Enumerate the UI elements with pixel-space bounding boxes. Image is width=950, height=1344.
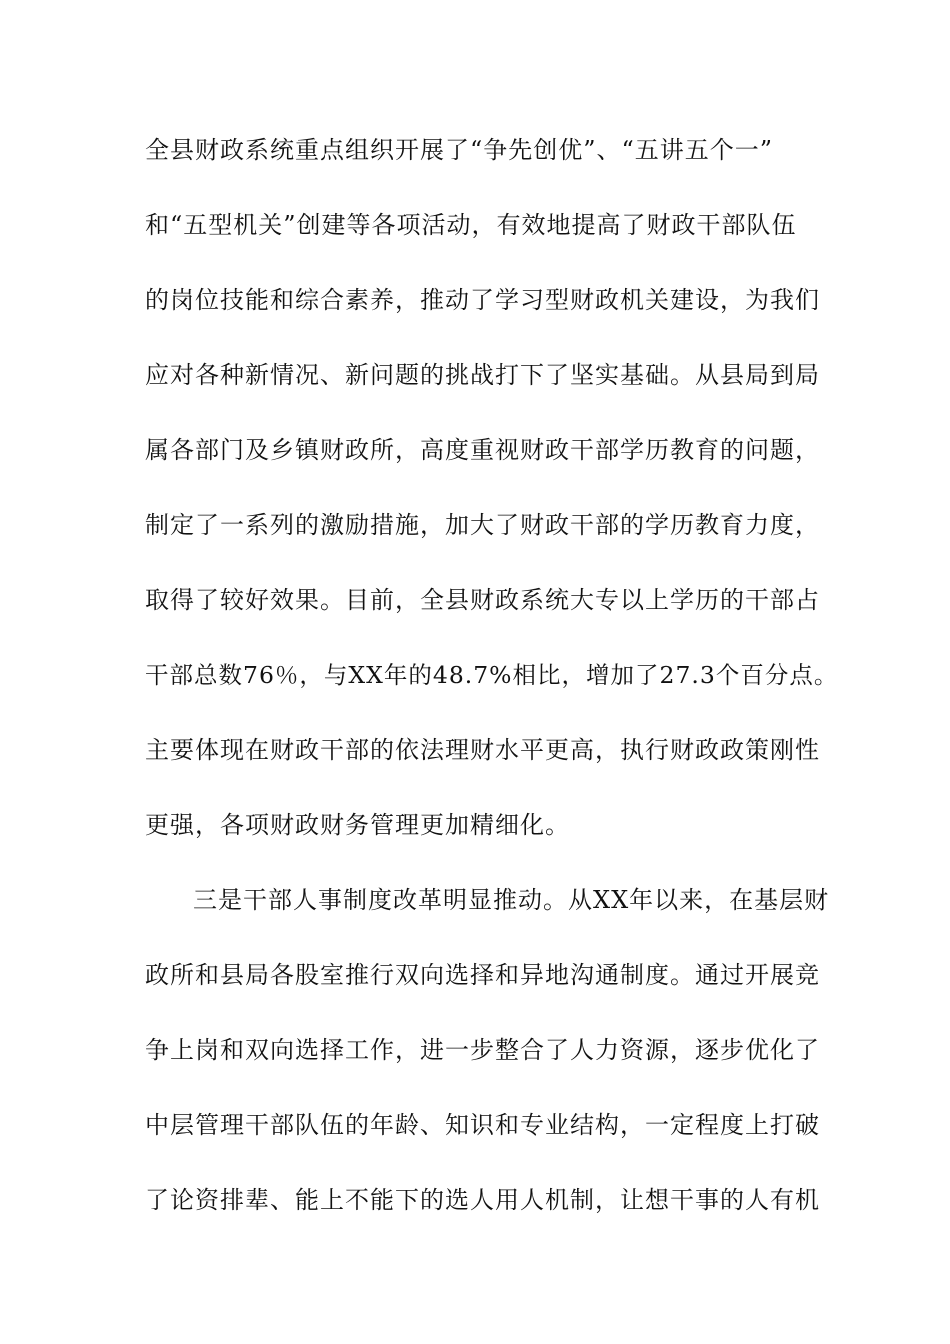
text-line: 主要体现在财政干部的依法理财水平更高，执行财政政策刚性: [145, 736, 820, 764]
text-line: 属各部门及乡镇财政所，高度重视财政干部学历教育的问题，: [145, 436, 820, 464]
paragraph-first-line: 三是干部人事制度改革明显推动。从XX年以来，在基层财: [193, 886, 830, 914]
text-line: 政所和县局各股室推行双向选择和异地沟通制度。通过开展竞: [145, 961, 820, 989]
text-line: 取得了较好效果。目前，全县财政系统大专以上学历的干部占: [145, 586, 820, 614]
text-line: 中层管理干部队伍的年龄、知识和专业结构，一定程度上打破: [145, 1111, 820, 1139]
text-line: 制定了一系列的激励措施，加大了财政干部的学历教育力度，: [145, 511, 820, 539]
text-line: 和“五型机关”创建等各项活动，有效地提高了财政干部队伍: [145, 211, 797, 239]
text-line: 全县财政系统重点组织开展了“争先创优”、“五讲五个一”: [145, 136, 774, 164]
text-line: 了论资排辈、能上不能下的选人用人机制，让想干事的人有机: [145, 1186, 820, 1214]
text-line: 更强，各项财政财务管理更加精细化。: [145, 811, 570, 839]
text-line: 干部总数76％，与XX年的48.7%相比，增加了27.3个百分点。: [145, 661, 839, 689]
text-line: 的岗位技能和综合素养，推动了学习型财政机关建设，为我们: [145, 286, 820, 314]
text-line: 争上岗和双向选择工作，进一步整合了人力资源，逐步优化了: [145, 1036, 820, 1064]
text-line: 应对各种新情况、新问题的挑战打下了坚实基础。从县局到局: [145, 361, 820, 389]
